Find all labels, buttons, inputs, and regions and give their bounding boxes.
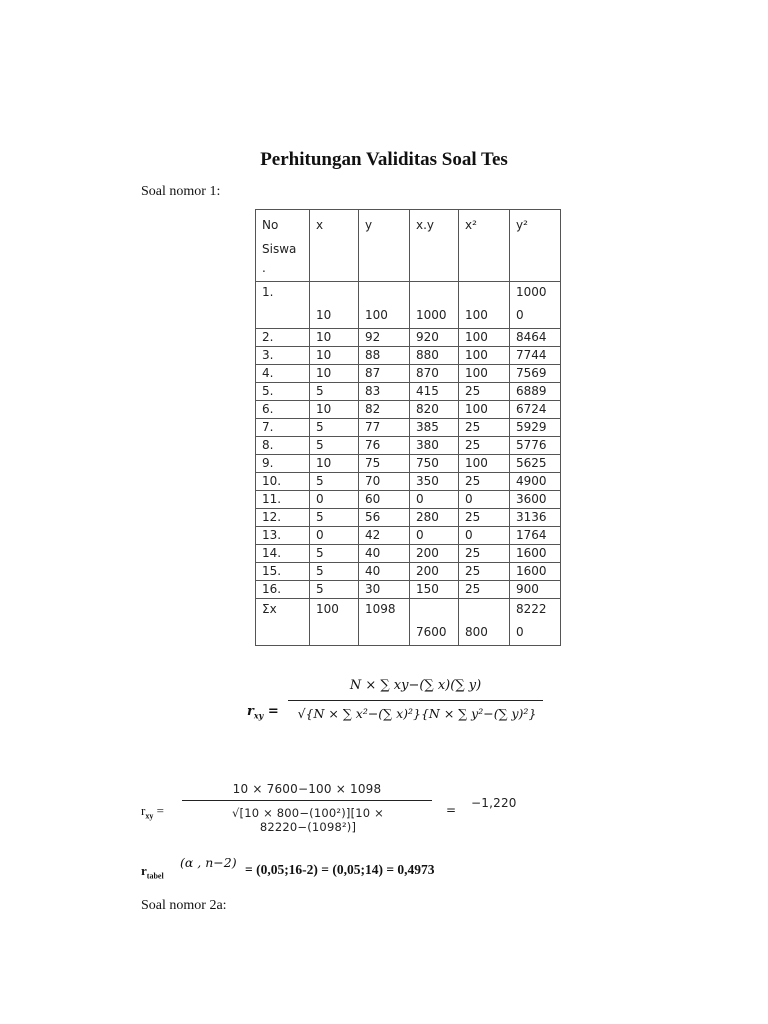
table-cell: 5625 <box>510 455 561 473</box>
table-cell: 5 <box>310 509 359 527</box>
table-row: 1. 10 100 1000 100 1000 0 <box>256 282 561 329</box>
table-cell: 14. <box>256 545 310 563</box>
table-cell: 7569 <box>510 365 561 383</box>
table-row <box>256 329 561 347</box>
table-cell: 380 <box>410 437 459 455</box>
table-total-row: Σx 100 1098 7600 800 8222 0 <box>256 599 561 646</box>
table-row <box>256 473 561 491</box>
table-cell: 87 <box>359 365 410 383</box>
table-cell: 5 <box>310 581 359 599</box>
table-cell: 385 <box>410 419 459 437</box>
formula-general-denominator: √{N × ∑ x²−(∑ x)²}{N × ∑ y²−(∑ y)²} <box>297 706 537 721</box>
table-cell: 150 <box>410 581 459 599</box>
table-cell: 10 <box>310 401 359 419</box>
formula-numeric-numerator: 10 × 7600−100 × 1098 <box>232 782 382 796</box>
table-cell: 11. <box>256 491 310 509</box>
table-row <box>256 383 561 401</box>
table-cell: 56 <box>359 509 410 527</box>
table-cell: 25 <box>459 383 510 401</box>
table-cell: 100 <box>459 329 510 347</box>
table-cell: 200 <box>410 545 459 563</box>
table-cell: 6889 <box>510 383 561 401</box>
table-cell: 350 <box>410 473 459 491</box>
table-cell: 6. <box>256 401 310 419</box>
table-cell: 5 <box>310 437 359 455</box>
table-cell: 6724 <box>510 401 561 419</box>
table-cell: 88 <box>359 347 410 365</box>
table-cell: 100 <box>459 365 510 383</box>
table-cell: 25 <box>459 473 510 491</box>
table-cell: 7744 <box>510 347 561 365</box>
table-cell: 8464 <box>510 329 561 347</box>
section-label-1: Soal nomor 1: <box>141 184 221 199</box>
table-cell: 25 <box>459 419 510 437</box>
table-cell: 880 <box>410 347 459 365</box>
header-xy: x.y <box>410 210 459 282</box>
table-cell: 12. <box>256 509 310 527</box>
table-cell: 10. <box>256 473 310 491</box>
table-cell: 70 <box>359 473 410 491</box>
table-cell: 200 <box>410 563 459 581</box>
formula-general-fraction-bar <box>288 700 543 701</box>
table-cell: 7. <box>256 419 310 437</box>
table-cell: 0 <box>459 527 510 545</box>
section-label-2: Soal nomor 2a: <box>141 898 227 913</box>
table-cell: 25 <box>459 545 510 563</box>
table-row <box>256 491 561 509</box>
table-cell: 77 <box>359 419 410 437</box>
table-cell: 5 <box>310 473 359 491</box>
table-cell: 83 <box>359 383 410 401</box>
table-row <box>256 455 561 473</box>
table-cell: 0 <box>410 527 459 545</box>
table-cell: 1764 <box>510 527 561 545</box>
table-cell: 870 <box>410 365 459 383</box>
table-cell: 3600 <box>510 491 561 509</box>
table-row <box>256 581 561 599</box>
formula-general-lhs: $r_{xy}$ = <box>247 704 279 721</box>
table-cell: 42 <box>359 527 410 545</box>
table-cell: 5 <box>310 563 359 581</box>
table-row <box>256 509 561 527</box>
table-cell: 4900 <box>510 473 561 491</box>
header-x2: x² <box>459 210 510 282</box>
formula-numeric-lhs: $r_{xy}$ = <box>141 803 164 821</box>
table-cell: 0 <box>310 527 359 545</box>
table-cell: 8. <box>256 437 310 455</box>
table-cell: 100 <box>459 455 510 473</box>
table-cell: 10 <box>310 329 359 347</box>
table-cell: 5 <box>310 419 359 437</box>
data-table <box>255 209 561 646</box>
table-cell: 0 <box>410 491 459 509</box>
table-row <box>256 437 561 455</box>
header-y: y <box>359 210 410 282</box>
r-tabel-param: (α , n−2) <box>180 855 237 870</box>
table-cell: 9. <box>256 455 310 473</box>
table-row <box>256 401 561 419</box>
formula-numeric-denominator: √[10 × 800−(100²)][10 × 82220−(1098²)] <box>231 806 384 834</box>
table-row <box>256 419 561 437</box>
header-y2: y² <box>510 210 561 282</box>
table-cell: 82 <box>359 401 410 419</box>
table-row <box>256 365 561 383</box>
table-cell: 0 <box>310 491 359 509</box>
table-cell: 40 <box>359 563 410 581</box>
table-cell: 25 <box>459 509 510 527</box>
table-cell: 40 <box>359 545 410 563</box>
table-cell: 25 <box>459 581 510 599</box>
r-tabel-lhs: $r_{tabel}$ <box>141 863 164 881</box>
table-cell: 16. <box>256 581 310 599</box>
table-row <box>256 563 561 581</box>
table-cell: 1600 <box>510 563 561 581</box>
header-no-siswa: No Siswa . <box>256 210 310 282</box>
header-x: x <box>310 210 359 282</box>
table-cell: 100 <box>459 401 510 419</box>
table-cell: 92 <box>359 329 410 347</box>
formula-numeric-eq: = <box>446 803 457 817</box>
table-row <box>256 347 561 365</box>
table-cell: 3. <box>256 347 310 365</box>
table-cell: 920 <box>410 329 459 347</box>
table-cell: 15. <box>256 563 310 581</box>
table-cell: 25 <box>459 563 510 581</box>
formula-numeric-fraction-bar <box>182 800 432 801</box>
table-cell: 25 <box>459 437 510 455</box>
table-cell: 5 <box>310 545 359 563</box>
table-cell: 5929 <box>510 419 561 437</box>
table-row <box>256 545 561 563</box>
table-cell: 60 <box>359 491 410 509</box>
table-cell: 75 <box>359 455 410 473</box>
table-cell: 900 <box>510 581 561 599</box>
table-cell: 750 <box>410 455 459 473</box>
table-cell: 100 <box>459 347 510 365</box>
table-cell: 10 <box>310 347 359 365</box>
table-cell: 280 <box>410 509 459 527</box>
table-cell: 76 <box>359 437 410 455</box>
table-cell: 4. <box>256 365 310 383</box>
page-title: Perhitungan Validitas Soal Tes <box>260 149 508 170</box>
table-cell: 820 <box>410 401 459 419</box>
r-tabel-value: = (0,05;16-2) = (0,05;14) = 0,4973 <box>245 862 435 877</box>
table-cell: 5. <box>256 383 310 401</box>
table-cell: 415 <box>410 383 459 401</box>
table-cell: 30 <box>359 581 410 599</box>
table-row <box>256 527 561 545</box>
table-cell: 3136 <box>510 509 561 527</box>
table-cell: 1600 <box>510 545 561 563</box>
table-cell: 5776 <box>510 437 561 455</box>
table-cell: 0 <box>459 491 510 509</box>
table-cell: 13. <box>256 527 310 545</box>
formula-numeric-result: −1,220 <box>471 796 517 810</box>
table-cell: 10 <box>310 365 359 383</box>
formula-general-numerator: N × ∑ xy−(∑ x)(∑ y) <box>349 678 482 693</box>
table-header-row <box>256 210 561 282</box>
table-cell: 10 <box>310 455 359 473</box>
table-cell: 2. <box>256 329 310 347</box>
table-cell: 5 <box>310 383 359 401</box>
